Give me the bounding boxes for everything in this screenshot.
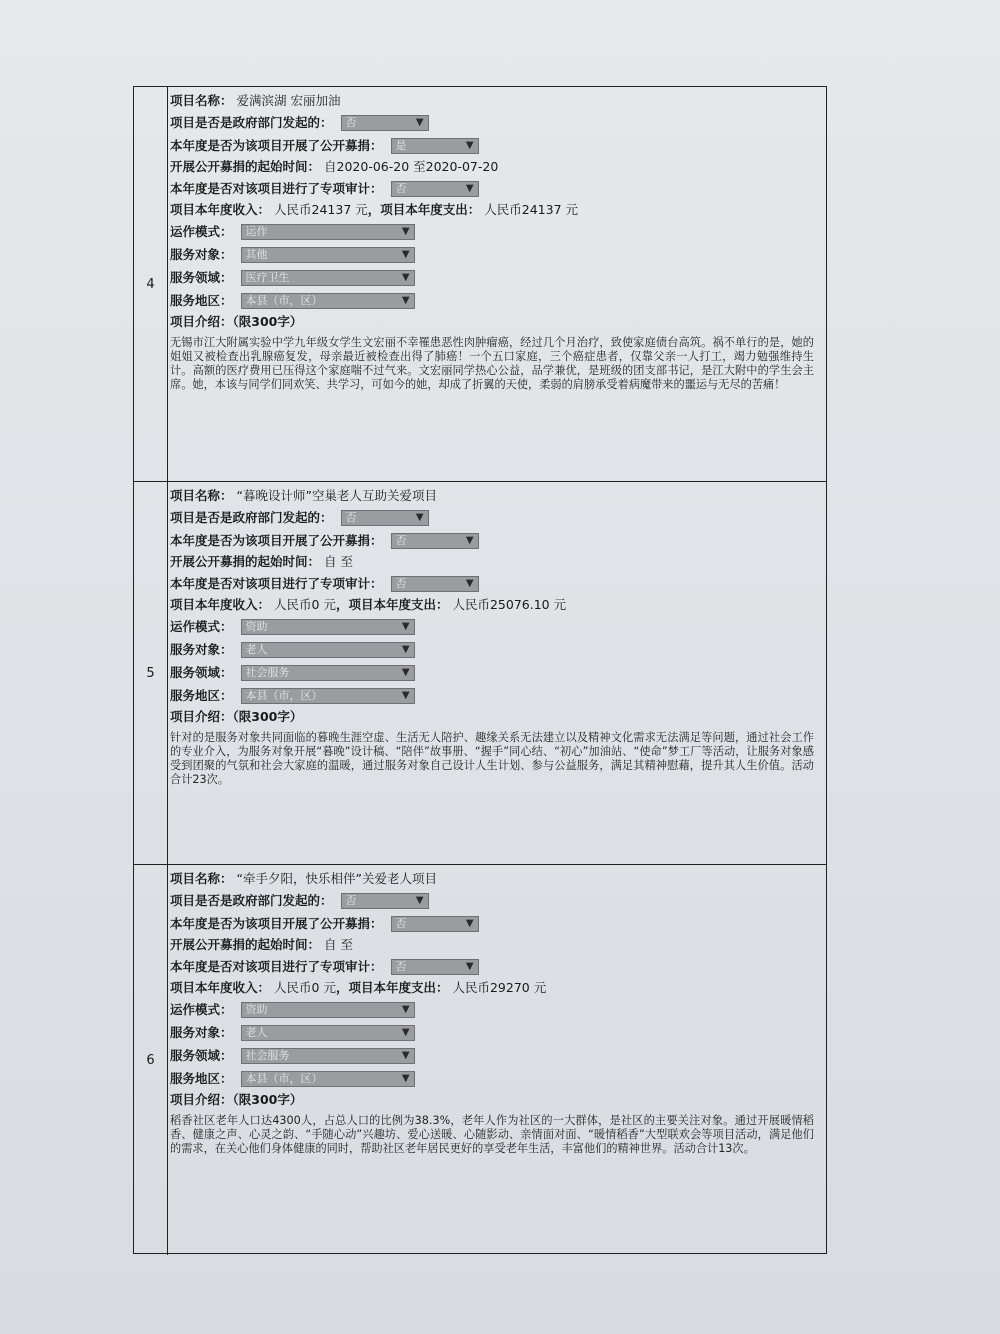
gov-select[interactable]	[341, 510, 429, 526]
row-number: 4	[134, 87, 168, 481]
audit-select[interactable]	[391, 576, 479, 592]
target-line	[170, 243, 822, 266]
period-line	[170, 935, 822, 955]
income-value: 人民币0 元	[274, 980, 336, 995]
audit-label: 本年度是否对该项目进行了专项审计：	[170, 958, 383, 974]
mode-select[interactable]	[241, 224, 415, 240]
row-content	[170, 91, 822, 477]
expense-label: ，项目本年度支出：	[367, 202, 481, 217]
fundraise-value: 否	[395, 533, 407, 547]
fundraise-label: 本年度是否为该项目开展了公开募捐：	[170, 137, 383, 153]
period-value: 自 至	[324, 937, 353, 952]
project-name-line	[170, 869, 822, 889]
field-select[interactable]	[241, 270, 415, 286]
expense-value: 人民币25076.10 元	[452, 597, 567, 612]
region-label: 服务地区：	[170, 1070, 233, 1086]
period-label: 开展公开募捐的起始时间：	[170, 159, 321, 174]
field-line	[170, 661, 822, 684]
mode-line	[170, 220, 822, 243]
region-select[interactable]	[241, 1071, 415, 1087]
audit-value: 否	[395, 576, 407, 590]
chevron-down-icon: ▼	[401, 620, 410, 632]
chevron-down-icon: ▼	[465, 577, 474, 589]
table-row	[134, 865, 826, 1255]
audit-value: 否	[395, 181, 407, 195]
target-select[interactable]	[241, 1025, 415, 1041]
audit-line	[170, 955, 822, 978]
field-label: 服务领域：	[170, 269, 233, 285]
target-line	[170, 638, 822, 661]
audit-select[interactable]	[391, 959, 479, 975]
row-content	[170, 486, 822, 860]
chevron-down-icon: ▼	[401, 1026, 410, 1038]
expense-label: ，项目本年度支出：	[335, 597, 449, 612]
region-label: 服务地区：	[170, 687, 233, 703]
audit-line	[170, 177, 822, 200]
fundraise-line	[170, 912, 822, 935]
region-label: 服务地区：	[170, 292, 233, 308]
chevron-down-icon: ▼	[401, 666, 410, 678]
project-name-line	[170, 91, 822, 111]
fundraise-select[interactable]	[391, 916, 479, 932]
gov-line	[170, 111, 822, 134]
period-label: 开展公开募捐的起始时间：	[170, 554, 321, 569]
expense-value: 人民币24137 元	[484, 202, 579, 217]
audit-label: 本年度是否对该项目进行了专项审计：	[170, 575, 383, 591]
target-label: 服务对象：	[170, 1024, 233, 1040]
field-label: 服务领域：	[170, 1047, 233, 1063]
target-value: 其他	[245, 247, 268, 261]
gov-select[interactable]	[341, 115, 429, 131]
intro-label: 项目介绍：（限300字）	[170, 1092, 303, 1107]
field-value: 医疗卫生	[245, 270, 290, 284]
chevron-down-icon: ▼	[401, 643, 410, 655]
mode-line	[170, 998, 822, 1021]
intro-text: 针对的是服务对象共同面临的暮晚生涯空虚、生活无人陪护、趣缘关系无法建立以及精神文化需求无法满足等问题，通过社会工作的专业介入，为服务对象开展“暮晚”设计稿、“陪伴”故事册、“握手”同心结、“初心”加油站、“使命”梦工厂等活动，让服务对象感受到团聚的气氛和社会大家庭的温暖，通过服务对象自己设计人生计划、参与公益服务，满足其精神慰藉，提升其人生价值。活动合计23次。	[170, 731, 814, 786]
chevron-down-icon: ▼	[401, 1003, 410, 1015]
period-value: 自 至	[324, 554, 353, 569]
fundraise-line	[170, 529, 822, 552]
gov-value: 否	[345, 115, 357, 129]
gov-label: 项目是否是政府部门发起的：	[170, 509, 333, 525]
intro-text: 无锡市江大附属实验中学九年级女学生文宏丽不幸罹患恶性肉肿瘤癌，经过几个月治疗，致使家庭债台高筑。祸不单行的是，她的姐姐又被检查出乳腺癌复发，母亲最近被检查出得了肺癌！一个五口家庭，三个癌症患者，仅靠父亲一人打工，竭力勉强维持生计。高额的医疗费用已压得这个家庭喘不过气来。文宏丽同学热心公益，品学兼优，是班级的团支部书记，是江大附中的学生会主席。她，本该与同学们同欢笑、共学习，可如今的她，却成了折翼的天使，柔弱的肩膀承受着病魔带来的噩运与无尽的苦痛！	[170, 336, 814, 391]
field-line	[170, 1044, 822, 1067]
field-line	[170, 266, 822, 289]
fundraise-line	[170, 134, 822, 157]
chevron-down-icon: ▼	[401, 689, 410, 701]
chevron-down-icon: ▼	[401, 1072, 410, 1084]
chevron-down-icon: ▼	[465, 960, 474, 972]
mode-select[interactable]	[241, 619, 415, 635]
income-value: 人民币24137 元	[274, 202, 368, 217]
mode-value: 资助	[245, 1002, 268, 1016]
intro-line	[170, 1090, 822, 1110]
gov-value: 否	[345, 893, 357, 907]
field-select[interactable]	[241, 1048, 415, 1064]
chevron-down-icon: ▼	[415, 116, 424, 128]
mode-value: 运作	[245, 224, 268, 238]
field-value: 社会服务	[245, 1048, 290, 1062]
region-value: 本县（市，区）	[245, 293, 323, 307]
target-label: 服务对象：	[170, 246, 233, 262]
project-table	[133, 86, 827, 1254]
mode-select[interactable]	[241, 1002, 415, 1018]
finance-line	[170, 200, 822, 220]
table-row	[134, 87, 826, 482]
fundraise-label: 本年度是否为该项目开展了公开募捐：	[170, 532, 383, 548]
chevron-down-icon: ▼	[415, 511, 424, 523]
region-select[interactable]	[241, 293, 415, 309]
name-label: 项目名称：	[170, 871, 233, 886]
project-name: “牵手夕阳，快乐相伴”关爱老人项目	[236, 871, 437, 886]
target-value: 老人	[245, 1025, 268, 1039]
field-label: 服务领域：	[170, 664, 233, 680]
fundraise-select[interactable]	[391, 138, 479, 154]
project-name-line	[170, 486, 822, 506]
target-line	[170, 1021, 822, 1044]
target-value: 老人	[245, 642, 268, 656]
row-number: 6	[134, 865, 168, 1255]
audit-select[interactable]	[391, 181, 479, 197]
project-name: 爱满滨湖 宏丽加油	[236, 93, 341, 108]
region-value: 本县（市，区）	[245, 1071, 323, 1085]
target-select[interactable]	[241, 642, 415, 658]
intro-line	[170, 707, 822, 727]
expense-label: ，项目本年度支出：	[335, 980, 449, 995]
income-label: 项目本年度收入：	[170, 597, 271, 612]
gov-select[interactable]	[341, 893, 429, 909]
period-line	[170, 157, 822, 177]
region-line	[170, 1067, 822, 1090]
fundraise-value: 是	[395, 138, 407, 152]
region-line	[170, 289, 822, 312]
field-select[interactable]	[241, 665, 415, 681]
chevron-down-icon: ▼	[401, 294, 410, 306]
chevron-down-icon: ▼	[465, 139, 474, 151]
chevron-down-icon: ▼	[465, 917, 474, 929]
target-select[interactable]	[241, 247, 415, 263]
intro-label: 项目介绍：（限300字）	[170, 314, 303, 329]
income-value: 人民币0 元	[274, 597, 336, 612]
project-name: “暮晚设计师”空巢老人互助关爱项目	[236, 488, 437, 503]
chevron-down-icon: ▼	[401, 225, 410, 237]
region-line	[170, 684, 822, 707]
audit-line	[170, 572, 822, 595]
period-line	[170, 552, 822, 572]
mode-label: 运作模式：	[170, 223, 233, 239]
fundraise-select[interactable]	[391, 533, 479, 549]
gov-label: 项目是否是政府部门发起的：	[170, 892, 333, 908]
target-label: 服务对象：	[170, 641, 233, 657]
mode-label: 运作模式：	[170, 618, 233, 634]
audit-value: 否	[395, 959, 407, 973]
audit-label: 本年度是否对该项目进行了专项审计：	[170, 180, 383, 196]
name-label: 项目名称：	[170, 93, 233, 108]
row-number: 5	[134, 482, 168, 864]
expense-value: 人民币29270 元	[452, 980, 547, 995]
fundraise-value: 否	[395, 916, 407, 930]
intro-line	[170, 312, 822, 332]
row-content	[170, 869, 822, 1251]
chevron-down-icon: ▼	[465, 534, 474, 546]
period-value: 自2020-06-20 至2020-07-20	[324, 159, 499, 174]
mode-label: 运作模式：	[170, 1001, 233, 1017]
income-label: 项目本年度收入：	[170, 980, 271, 995]
gov-label: 项目是否是政府部门发起的：	[170, 114, 333, 130]
chevron-down-icon: ▼	[401, 1049, 410, 1061]
finance-line	[170, 978, 822, 998]
chevron-down-icon: ▼	[465, 182, 474, 194]
mode-line	[170, 615, 822, 638]
field-value: 社会服务	[245, 665, 290, 679]
mode-value: 资助	[245, 619, 268, 633]
gov-value: 否	[345, 510, 357, 524]
fundraise-label: 本年度是否为该项目开展了公开募捐：	[170, 915, 383, 931]
intro-label: 项目介绍：（限300字）	[170, 709, 303, 724]
intro-text: 稻香社区老年人口达4300人，占总人口的比例为38.3%，老年人作为社区的一大群体，是社区的主要关注对象。通过开展暖情稻香、健康之声、心灵之韵、“手随心动”兴趣坊、爱心送暖、心随影动、亲情面对面、“暖情稻香”大型联欢会等项目活动，满足他们的需求，在关心他们身体健康的同时，帮助社区老年居民更好的享受老年生活，丰富他们的精神世界。活动合计13次。	[170, 1114, 814, 1155]
name-label: 项目名称：	[170, 488, 233, 503]
income-label: 项目本年度收入：	[170, 202, 271, 217]
gov-line	[170, 506, 822, 529]
gov-line	[170, 889, 822, 912]
chevron-down-icon: ▼	[401, 248, 410, 260]
period-label: 开展公开募捐的起始时间：	[170, 937, 321, 952]
chevron-down-icon: ▼	[401, 271, 410, 283]
finance-line	[170, 595, 822, 615]
table-row	[134, 482, 826, 865]
chevron-down-icon: ▼	[415, 894, 424, 906]
region-select[interactable]	[241, 688, 415, 704]
region-value: 本县（市，区）	[245, 688, 323, 702]
